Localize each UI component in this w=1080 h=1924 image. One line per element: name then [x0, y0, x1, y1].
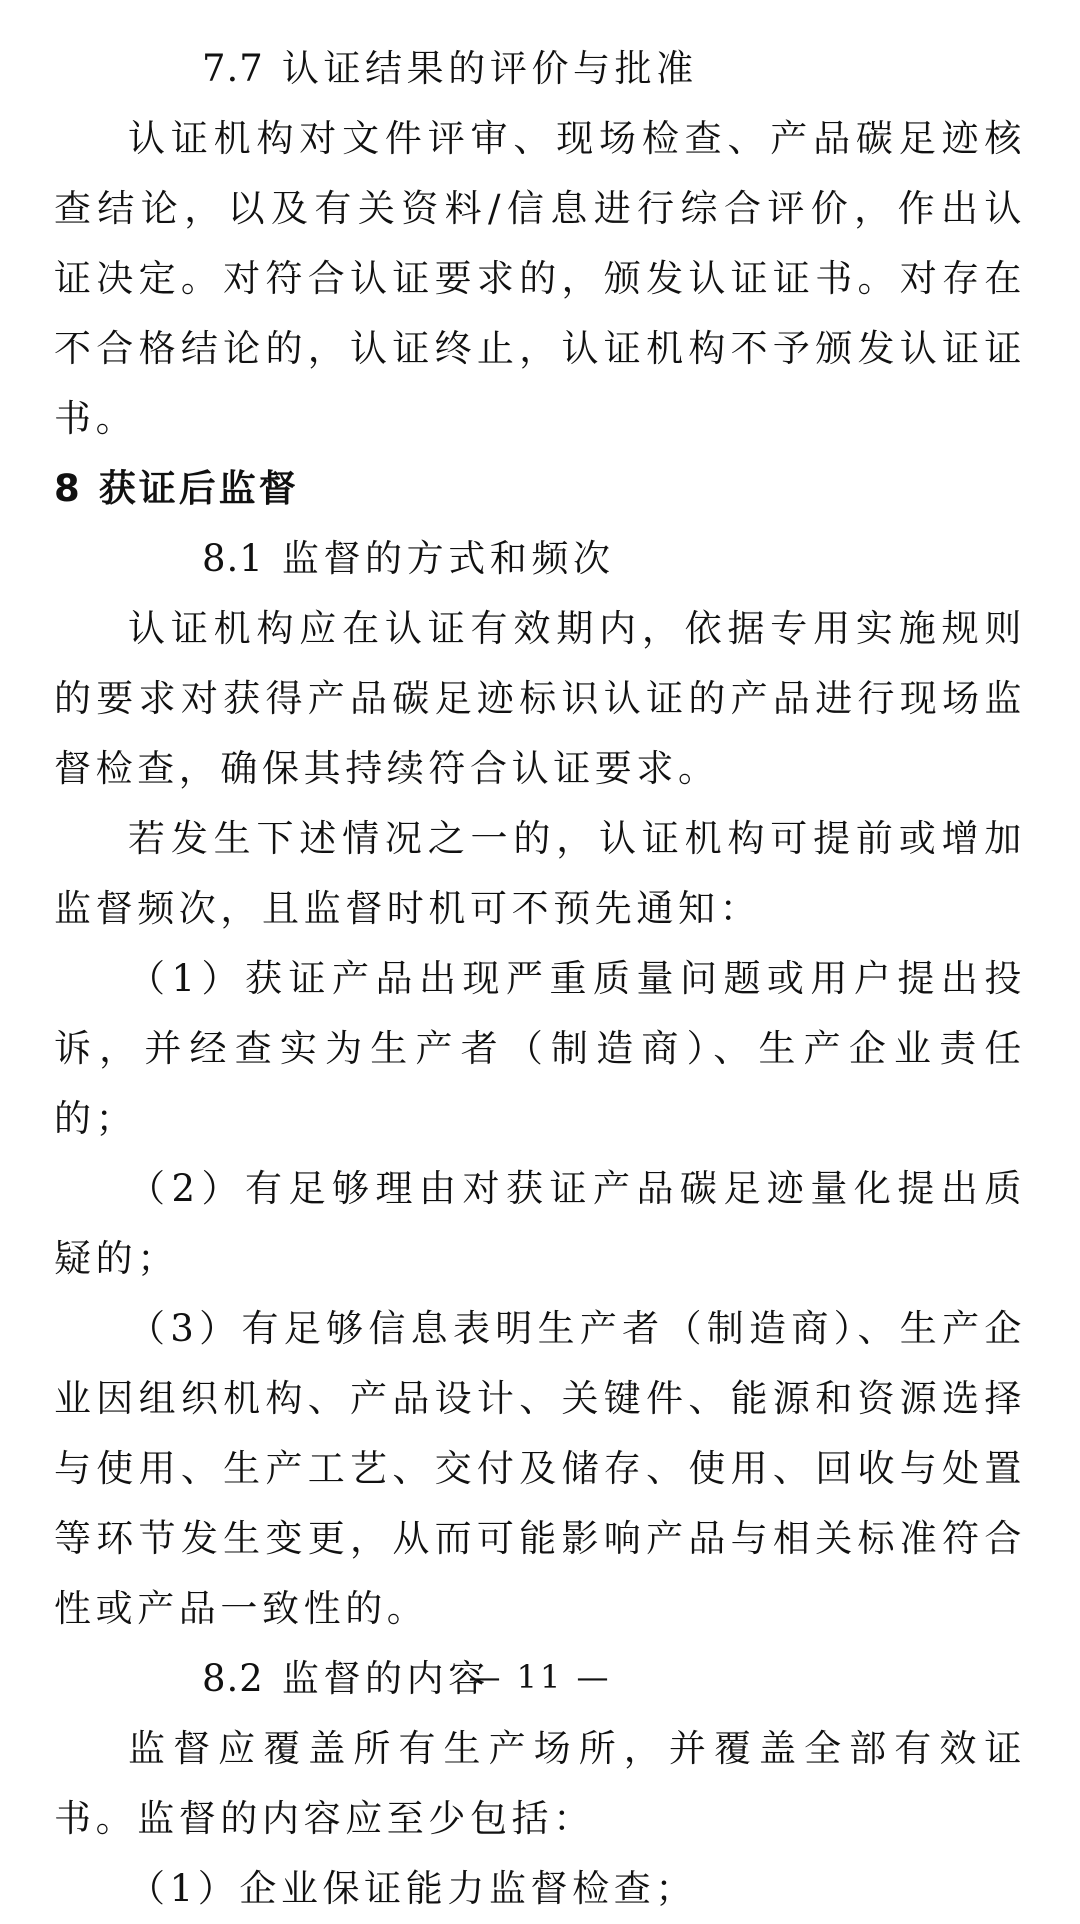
section-8-2-title: 监督的内容 — [281, 1657, 490, 1700]
page-number: — 11 — — [468, 1658, 612, 1696]
section-8-1-number: 8.1 — [202, 537, 264, 580]
section-8-1-item-1: （1）获证产品出现严重质量问题或用户提出投诉，并经查实为生产者（制造商）、生产企业责任的； — [54, 957, 1026, 1140]
section-8-1-item-2: （2）有足够理由对获证产品碳足迹量化提出质疑的； — [54, 1167, 1026, 1280]
section-8-1-paragraph-2: 若发生下述情况之一的，认证机构可提前或增加监督频次，且监督时机可不预先通知： — [54, 817, 1026, 930]
section-8-1-title: 监督的方式和频次 — [281, 537, 615, 580]
section-7-7-title: 认证结果的评价与批准 — [281, 47, 698, 90]
section-8-2-paragraph-1: 监督应覆盖所有生产场所，并覆盖全部有效证书。监督的内容应至少包括： — [54, 1727, 1026, 1840]
section-8-1-item-3: （3）有足够信息表明生产者（制造商）、生产企业因组织机构、产品设计、关键件、能源和资源选择与使用、生产工艺、交付及储存、使用、回收与处置等环节发生变更，从而可能影响产品与相关标准符合性或产品一致性的。 — [54, 1307, 1026, 1630]
section-8-heading — [54, 454, 1026, 524]
section-7-7-heading — [54, 34, 1026, 104]
section-8-2-item-1: （1）企业保证能力监督检查； — [128, 1867, 697, 1910]
section-8-title: 获证后监督 — [98, 467, 299, 510]
section-8-2-number: 8.2 — [202, 1657, 264, 1700]
section-7-7-paragraph-1: 认证机构对文件评审、现场检查、产品碳足迹核查结论，以及有关资料/信息进行综合评价，作出认证决定。对符合认证要求的，颁发认证证书。对存在不合格结论的，认证终止，认证机构不予颁发认证证书。 — [54, 117, 1026, 440]
section-7-7-number: 7.7 — [202, 47, 264, 90]
section-8-number: 8 — [54, 467, 81, 510]
section-8-1-heading — [54, 524, 1026, 594]
section-8-1-paragraph-1: 认证机构应在认证有效期内，依据专用实施规则的要求对获得产品碳足迹标识认证的产品进行现场监督检查，确保其持续符合认证要求。 — [54, 607, 1026, 790]
